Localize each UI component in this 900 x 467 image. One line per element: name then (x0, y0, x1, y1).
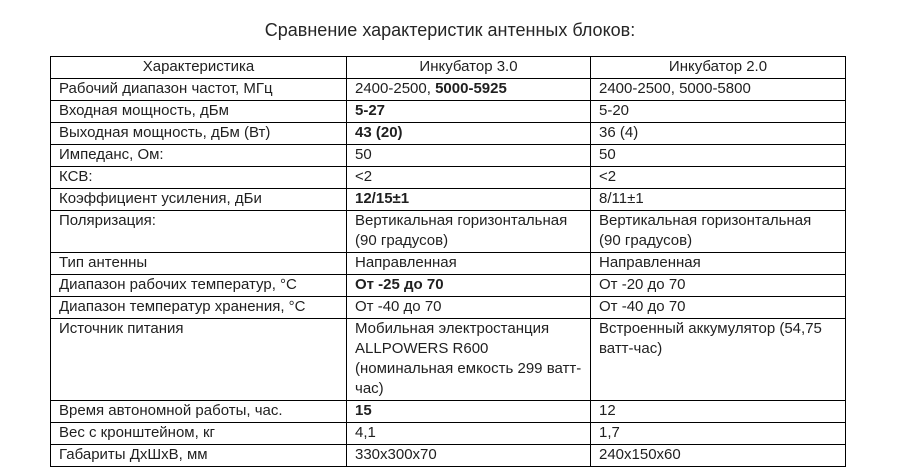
table-row (51, 275, 846, 297)
cell-incubator-3-0: 15 (347, 401, 591, 423)
row-label: Поляризация: (51, 211, 347, 253)
cell-incubator-3-0: От -40 до 70 (347, 297, 591, 319)
table-row (51, 123, 846, 145)
cell-incubator-3-0: Вертикальная горизонтальная (90 градусов) (347, 211, 591, 253)
cell-incubator-3-0: Мобильная электростанция ALLPOWERS R600 (номинальная емкость 299 ватт-час) (347, 319, 591, 401)
table-row (51, 167, 846, 189)
row-label: Время автономной работы, час. (51, 401, 347, 423)
table-row (51, 423, 846, 445)
table-row (51, 401, 846, 423)
row-label: Диапазон температур хранения, °C (51, 297, 347, 319)
header-incubator-2-0: Инкубатор 2.0 (591, 57, 846, 79)
cell-incubator-3-0: 4,1 (347, 423, 591, 445)
cell-incubator-2-0: От -40 до 70 (591, 297, 846, 319)
cell-incubator-2-0: Направленная (591, 253, 846, 275)
cell-incubator-2-0: 5-20 (591, 101, 846, 123)
cell-incubator-2-0: От -20 до 70 (591, 275, 846, 297)
cell-incubator-2-0: 36 (4) (591, 123, 846, 145)
cell-incubator-3-0: 12/15±1 (347, 189, 591, 211)
table-row (51, 79, 846, 101)
table-body (51, 79, 846, 467)
cell-incubator-2-0: Встроенный аккумулятор (54,75 ватт-час) (591, 319, 846, 401)
row-label: Тип антенны (51, 253, 347, 275)
cell-incubator-3-0: 50 (347, 145, 591, 167)
table-row (51, 145, 846, 167)
cell-incubator-2-0: 1,7 (591, 423, 846, 445)
row-label: Входная мощность, дБм (51, 101, 347, 123)
table-row (51, 253, 846, 275)
row-label: Габариты ДхШхВ, мм (51, 445, 347, 467)
page-title: Сравнение характеристик антенных блоков: (264, 20, 636, 40)
cell-incubator-3-0: 330x300x70 (347, 445, 591, 467)
cell-incubator-2-0: 2400-2500, 5000-5800 (591, 79, 846, 101)
table-row (51, 189, 846, 211)
row-label: Диапазон рабочих температур, °C (51, 275, 347, 297)
header-characteristic: Характеристика (51, 57, 347, 79)
table-row (51, 297, 846, 319)
cell-incubator-3-0: Направленная (347, 253, 591, 275)
cell-incubator-3-0: 5-27 (347, 101, 591, 123)
header-row (51, 57, 846, 79)
cell-incubator-3-0: <2 (347, 167, 591, 189)
cell-incubator-2-0: <2 (591, 167, 846, 189)
cell-incubator-2-0: 240x150x60 (591, 445, 846, 467)
table-row (51, 101, 846, 123)
row-label: Импеданс, Ом: (51, 145, 347, 167)
cell-incubator-2-0: 50 (591, 145, 846, 167)
header-incubator-3-0: Инкубатор 3.0 (347, 57, 591, 79)
cell-incubator-2-0: Вертикальная горизонтальная (90 градусов) (591, 211, 846, 253)
row-label: Выходная мощность, дБм (Вт) (51, 123, 347, 145)
row-label: Рабочий диапазон частот, МГц (51, 79, 347, 101)
row-label: КСВ: (51, 167, 347, 189)
cell-incubator-2-0: 8/11±1 (591, 189, 846, 211)
table-row (51, 445, 846, 467)
comparison-table (50, 56, 846, 467)
table-row (51, 319, 846, 401)
cell-incubator-2-0: 12 (591, 401, 846, 423)
table-row (51, 211, 846, 253)
cell-incubator-3-0: 2400-2500, 5000-5925 (347, 79, 591, 101)
row-label: Коэффициент усиления, дБи (51, 189, 347, 211)
cell-incubator-3-0: 43 (20) (347, 123, 591, 145)
row-label: Вес с кронштейном, кг (51, 423, 347, 445)
cell-incubator-3-0: От -25 до 70 (347, 275, 591, 297)
row-label: Источник питания (51, 319, 347, 401)
